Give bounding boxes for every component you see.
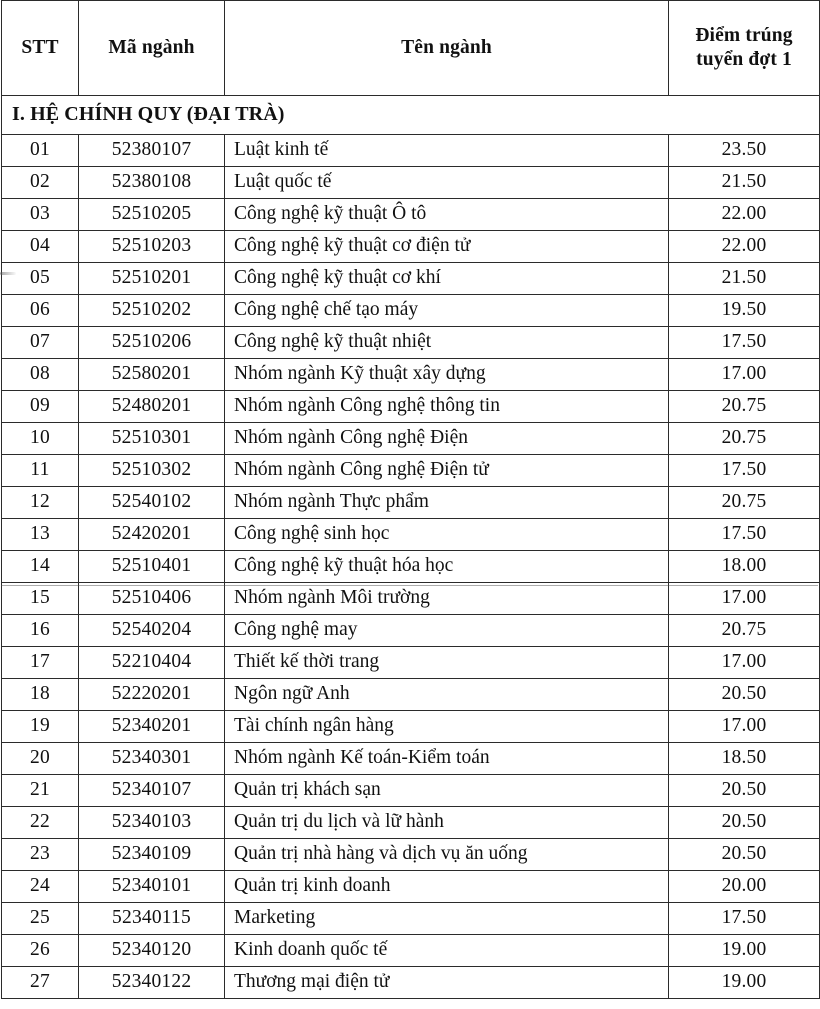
table-header — [2, 1, 820, 96]
cell-ma-nganh: 52480201 — [79, 391, 225, 423]
table-row — [2, 583, 820, 615]
cell-ten-nganh: Nhóm ngành Công nghệ Điện tử — [225, 455, 669, 487]
table-row — [2, 743, 820, 775]
cell-stt: 03 — [2, 199, 79, 231]
cell-ma-nganh: 52210404 — [79, 647, 225, 679]
cell-ten-nganh: Luật kinh tế — [225, 135, 669, 167]
cell-ten-nganh: Quản trị khách sạn — [225, 775, 669, 807]
table-row — [2, 519, 820, 551]
cell-stt: 13 — [2, 519, 79, 551]
table-row — [2, 487, 820, 519]
cell-ma-nganh: 52510406 — [79, 583, 225, 615]
table-row — [2, 679, 820, 711]
cell-ten-nganh: Nhóm ngành Công nghệ thông tin — [225, 391, 669, 423]
table-row — [2, 231, 820, 263]
cell-diem-trung-tuyen: 21.50 — [669, 167, 820, 199]
column-header-ma-nganh: Mã ngành — [79, 1, 225, 96]
cell-ten-nganh: Thiết kế thời trang — [225, 647, 669, 679]
cell-ma-nganh: 52340301 — [79, 743, 225, 775]
cell-ten-nganh: Nhóm ngành Môi trường — [225, 583, 669, 615]
cell-ma-nganh: 52580201 — [79, 359, 225, 391]
cell-diem-trung-tuyen: 20.50 — [669, 839, 820, 871]
cell-stt: 24 — [2, 871, 79, 903]
table-row — [2, 551, 820, 583]
cell-diem-trung-tuyen: 17.00 — [669, 359, 820, 391]
cell-ten-nganh: Kinh doanh quốc tế — [225, 935, 669, 967]
table-row — [2, 359, 820, 391]
cell-diem-trung-tuyen: 20.00 — [669, 871, 820, 903]
cell-diem-trung-tuyen: 22.00 — [669, 199, 820, 231]
cell-stt: 14 — [2, 551, 79, 583]
cell-diem-trung-tuyen: 20.50 — [669, 679, 820, 711]
cell-ma-nganh: 52540204 — [79, 615, 225, 647]
cell-diem-trung-tuyen: 17.00 — [669, 711, 820, 743]
cell-ten-nganh: Nhóm ngành Kế toán-Kiểm toán — [225, 743, 669, 775]
table-row — [2, 871, 820, 903]
cell-diem-trung-tuyen: 22.00 — [669, 231, 820, 263]
cell-diem-trung-tuyen: 20.50 — [669, 775, 820, 807]
cell-ma-nganh: 52510206 — [79, 327, 225, 359]
table-body — [2, 96, 820, 999]
cell-stt: 16 — [2, 615, 79, 647]
cell-ten-nganh: Công nghệ kỹ thuật Ô tô — [225, 199, 669, 231]
cell-ma-nganh: 52510203 — [79, 231, 225, 263]
table-row — [2, 935, 820, 967]
table-row — [2, 135, 820, 167]
cell-diem-trung-tuyen: 23.50 — [669, 135, 820, 167]
table-row — [2, 807, 820, 839]
cell-stt: 04 — [2, 231, 79, 263]
cell-ma-nganh: 52340120 — [79, 935, 225, 967]
section-heading: I. HỆ CHÍNH QUY (ĐẠI TRÀ) — [2, 96, 820, 135]
column-header-score-line2: tuyển đợt 1 — [696, 49, 792, 70]
section-heading-row — [2, 96, 820, 135]
cell-ten-nganh: Công nghệ may — [225, 615, 669, 647]
cell-diem-trung-tuyen: 19.00 — [669, 935, 820, 967]
cell-ten-nganh: Quản trị kinh doanh — [225, 871, 669, 903]
cell-diem-trung-tuyen: 20.75 — [669, 423, 820, 455]
cell-diem-trung-tuyen: 19.00 — [669, 967, 820, 999]
cell-stt: 21 — [2, 775, 79, 807]
cell-ma-nganh: 52510401 — [79, 551, 225, 583]
cell-ten-nganh: Marketing — [225, 903, 669, 935]
cell-ma-nganh: 52420201 — [79, 519, 225, 551]
table-row — [2, 199, 820, 231]
cell-stt: 06 — [2, 295, 79, 327]
cell-stt: 27 — [2, 967, 79, 999]
cell-stt: 22 — [2, 807, 79, 839]
cell-ma-nganh: 52220201 — [79, 679, 225, 711]
cell-stt: 11 — [2, 455, 79, 487]
cell-ten-nganh: Thương mại điện tử — [225, 967, 669, 999]
cell-stt: 01 — [2, 135, 79, 167]
cell-stt: 20 — [2, 743, 79, 775]
cell-diem-trung-tuyen: 17.00 — [669, 583, 820, 615]
cell-ma-nganh: 52340109 — [79, 839, 225, 871]
table-row — [2, 775, 820, 807]
cell-stt: 07 — [2, 327, 79, 359]
cell-stt: 10 — [2, 423, 79, 455]
cell-diem-trung-tuyen: 20.75 — [669, 487, 820, 519]
cell-ten-nganh: Công nghệ kỹ thuật cơ điện tử — [225, 231, 669, 263]
table-row — [2, 839, 820, 871]
cell-ma-nganh: 52510201 — [79, 263, 225, 295]
cell-ten-nganh: Nhóm ngành Thực phẩm — [225, 487, 669, 519]
cell-ten-nganh: Công nghệ kỹ thuật nhiệt — [225, 327, 669, 359]
column-header-stt: STT — [2, 1, 79, 96]
cell-ten-nganh: Công nghệ kỹ thuật hóa học — [225, 551, 669, 583]
cell-ten-nganh: Quản trị du lịch và lữ hành — [225, 807, 669, 839]
cell-ma-nganh: 52510301 — [79, 423, 225, 455]
cell-ten-nganh: Luật quốc tế — [225, 167, 669, 199]
cell-ma-nganh: 52340103 — [79, 807, 225, 839]
table-row — [2, 903, 820, 935]
cell-diem-trung-tuyen: 17.50 — [669, 327, 820, 359]
cell-stt: 25 — [2, 903, 79, 935]
cell-ma-nganh: 52340107 — [79, 775, 225, 807]
table-row — [2, 711, 820, 743]
column-header-ten-nganh: Tên ngành — [225, 1, 669, 96]
cell-ten-nganh: Ngôn ngữ Anh — [225, 679, 669, 711]
cell-stt: 12 — [2, 487, 79, 519]
table-header-row — [2, 1, 820, 96]
admission-score-table — [1, 0, 820, 999]
cell-diem-trung-tuyen: 20.75 — [669, 391, 820, 423]
cell-diem-trung-tuyen: 19.50 — [669, 295, 820, 327]
cell-ma-nganh: 52340101 — [79, 871, 225, 903]
column-header-diem-trung-tuyen — [669, 1, 820, 96]
cell-diem-trung-tuyen: 18.50 — [669, 743, 820, 775]
cell-stt: 02 — [2, 167, 79, 199]
cell-ma-nganh: 52510202 — [79, 295, 225, 327]
cell-ma-nganh: 52510302 — [79, 455, 225, 487]
cell-diem-trung-tuyen: 17.50 — [669, 455, 820, 487]
cell-ten-nganh: Công nghệ sinh học — [225, 519, 669, 551]
cell-ma-nganh: 52340122 — [79, 967, 225, 999]
cell-stt: 15 — [2, 583, 79, 615]
table-row — [2, 615, 820, 647]
cell-stt: 08 — [2, 359, 79, 391]
cell-diem-trung-tuyen: 21.50 — [669, 263, 820, 295]
cell-ten-nganh: Tài chính ngân hàng — [225, 711, 669, 743]
cell-stt: 05 — [2, 263, 79, 295]
table-row — [2, 263, 820, 295]
cell-diem-trung-tuyen: 17.50 — [669, 519, 820, 551]
cell-stt: 18 — [2, 679, 79, 711]
cell-stt: 17 — [2, 647, 79, 679]
cell-ma-nganh: 52540102 — [79, 487, 225, 519]
cell-stt: 23 — [2, 839, 79, 871]
table-row — [2, 391, 820, 423]
cell-diem-trung-tuyen: 17.00 — [669, 647, 820, 679]
cell-ma-nganh: 52510205 — [79, 199, 225, 231]
cell-stt: 19 — [2, 711, 79, 743]
cell-stt: 09 — [2, 391, 79, 423]
table-row — [2, 423, 820, 455]
table-row — [2, 327, 820, 359]
cell-ten-nganh: Nhóm ngành Kỹ thuật xây dựng — [225, 359, 669, 391]
cell-ten-nganh: Nhóm ngành Công nghệ Điện — [225, 423, 669, 455]
cell-diem-trung-tuyen: 20.50 — [669, 807, 820, 839]
table-row — [2, 295, 820, 327]
table-row — [2, 455, 820, 487]
column-header-score-line1: Điểm trúng — [695, 25, 793, 47]
cell-stt: 26 — [2, 935, 79, 967]
table-row — [2, 967, 820, 999]
cell-ten-nganh: Công nghệ kỹ thuật cơ khí — [225, 263, 669, 295]
cell-ten-nganh: Quản trị nhà hàng và dịch vụ ăn uống — [225, 839, 669, 871]
cell-diem-trung-tuyen: 17.50 — [669, 903, 820, 935]
table-row — [2, 167, 820, 199]
cell-ma-nganh: 52380108 — [79, 167, 225, 199]
cell-ten-nganh: Công nghệ chế tạo máy — [225, 295, 669, 327]
cell-ma-nganh: 52340115 — [79, 903, 225, 935]
cell-ma-nganh: 52380107 — [79, 135, 225, 167]
cell-ma-nganh: 52340201 — [79, 711, 225, 743]
cell-diem-trung-tuyen: 18.00 — [669, 551, 820, 583]
cell-diem-trung-tuyen: 20.75 — [669, 615, 820, 647]
table-row — [2, 647, 820, 679]
